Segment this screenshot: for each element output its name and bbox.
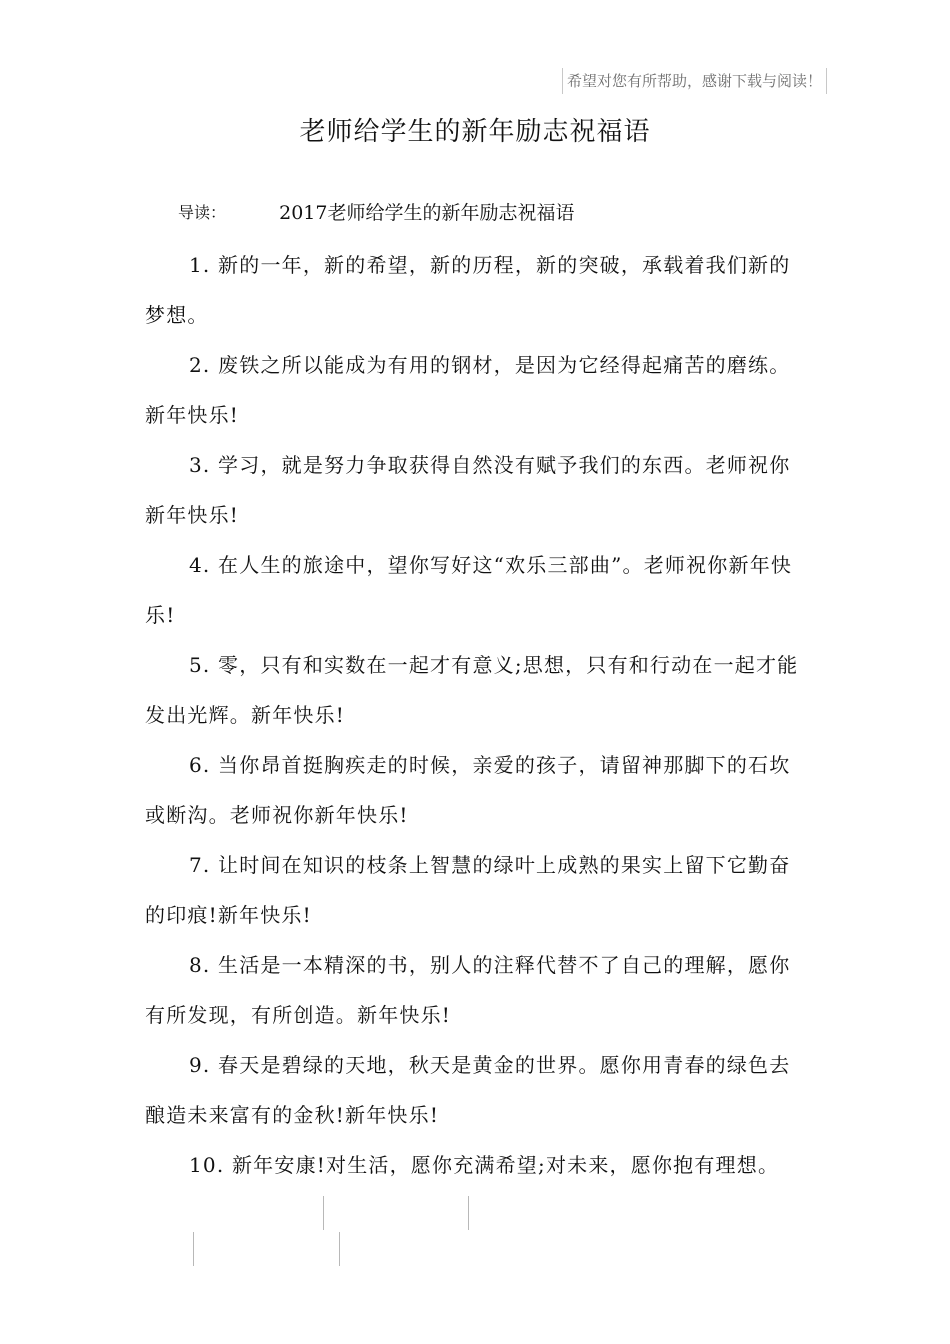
list-item: 3. 学习，就是努力争取获得自然没有赋予我们的东西。老师祝你新年快乐! — [145, 453, 791, 527]
list-item: 6. 当你昂首挺胸疾走的时候，亲爱的孩子，请留神那脚下的石坎或断沟。老师祝你新年快乐! — [145, 753, 791, 827]
divider — [323, 1196, 324, 1230]
list-item: 4. 在人生的旅途中，望你写好这“欢乐三部曲”。老师祝你新年快乐! — [145, 553, 793, 627]
divider — [193, 1232, 194, 1266]
divider — [468, 1196, 469, 1230]
blessings-list — [145, 240, 810, 1190]
page-title: 老师给学生的新年励志祝福语 — [299, 117, 651, 147]
intro-text: 2017老师给学生的新年励志祝福语 — [279, 201, 575, 224]
list-item: 2. 废铁之所以能成为有用的钢材，是因为它经得起痛苦的磨练。新年快乐! — [145, 353, 791, 427]
list-item: 1. 新的一年，新的希望，新的历程，新的突破，承载着我们新的梦想。 — [145, 253, 791, 327]
intro-line — [178, 196, 574, 228]
list-item: 10. 新年安康!对生活，愿你充满希望;对未来，愿你抱有理想。 — [189, 1153, 780, 1177]
intro-label: 导读： — [178, 202, 227, 222]
list-item: 5. 零，只有和实数在一起才有意义;思想，只有和行动在一起才能发出光辉。新年快乐! — [145, 653, 799, 727]
download-note: 希望对您有所帮助，感谢下载与阅读！ — [562, 68, 827, 94]
list-item: 7. 让时间在知识的枝条上智慧的绿叶上成熟的果实上留下它勤奋的印痕!新年快乐! — [145, 853, 791, 927]
list-item: 9. 春天是碧绿的天地，秋天是黄金的世界。愿你用青春的绿色去酿造未来富有的金秋!新年快乐! — [145, 1053, 791, 1127]
divider — [339, 1232, 340, 1266]
list-item: 8. 生活是一本精深的书，别人的注释代替不了自己的理解，愿你有所发现，有所创造。新年快乐! — [145, 953, 791, 1027]
